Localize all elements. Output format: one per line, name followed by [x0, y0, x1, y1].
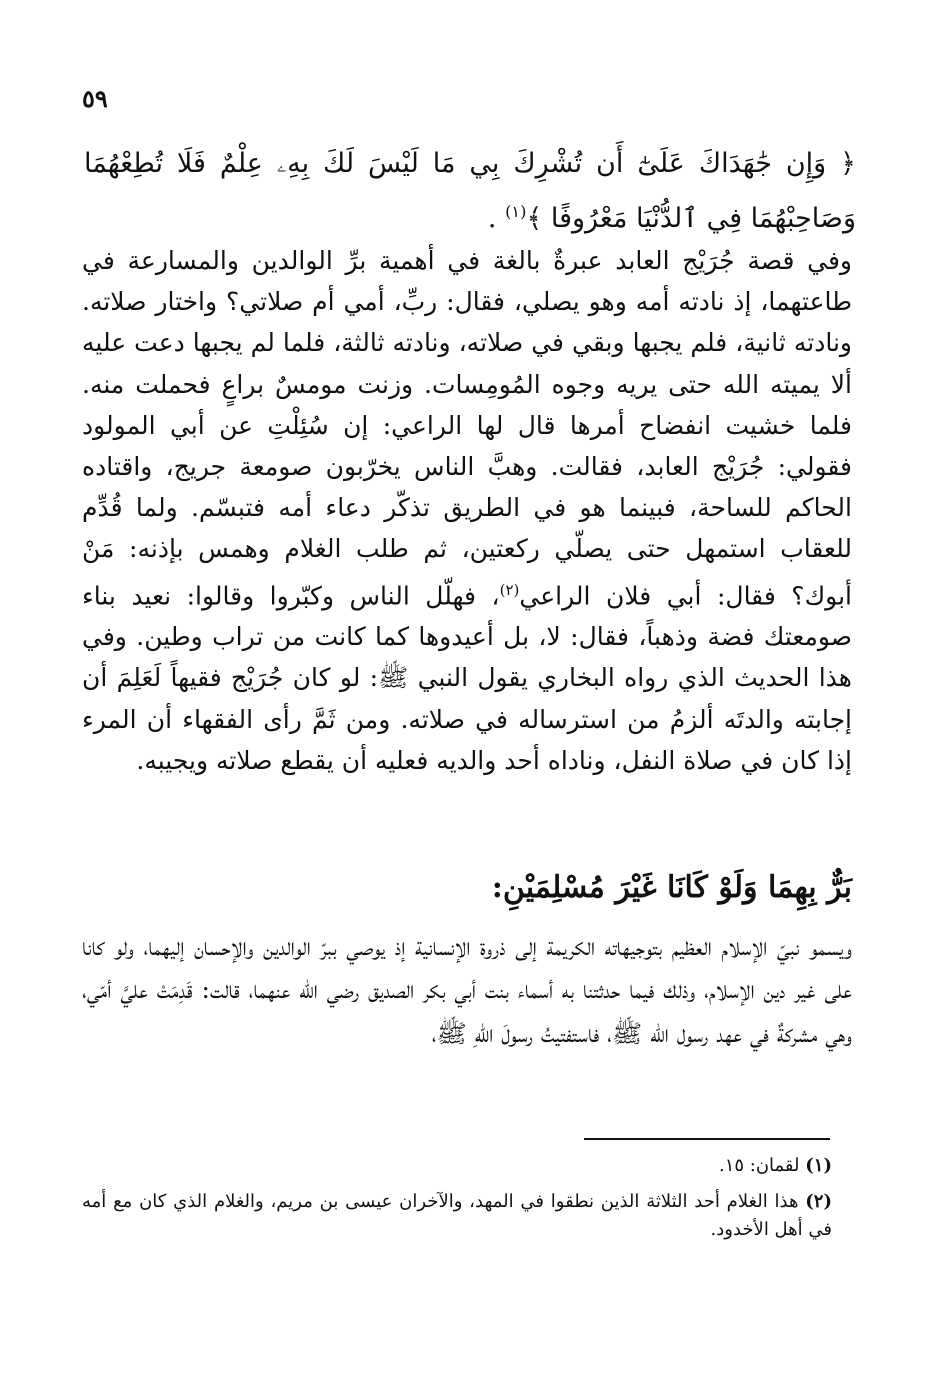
- footnote-1: [719, 1152, 832, 1180]
- footnote-1-number: (١): [805, 1155, 832, 1176]
- page-number: ٥٩: [82, 84, 108, 113]
- quran-verse-end: .: [487, 203, 506, 234]
- quran-verse-block: [84, 140, 856, 243]
- quran-footnote-mark: (١): [505, 202, 527, 221]
- footnote-2-number: (٢): [805, 1191, 832, 1212]
- paragraph-jurayj: [82, 240, 852, 781]
- quran-verse: ﴿ وَإِن جَٰهَدَاكَ عَلَىٰٓ أَن تُشْرِكَ بِي مَا لَيْسَ لَكَ بِهِۦ عِلْمٌ فَلَا تُطِعْهُمَا وَصَاحِبْهُمَا فِي ٱلدُّنْيَا مَعْرُوفًا ﴾: [84, 148, 856, 234]
- paragraph-jurayj-text-2: ، فهلّل الناس وكبّروا وقالوا: نعيد بناء صومعتك فضة وذهباً، فقال: لا، بل أعيدوها كما كانت من تراب وطين. وفي هذا الحديث الذي رواه البخاري يقول النبي ﷺ: لو كان جُرَيْج فقيهاً لَعَلِمَ أن إجابته والدتَه ألزمُ من استرساله في صلاته. ومن ثَمَّ رأى الفقهاء أن المرء إذا كان في صلاة النفل، وناداه أحد والديه فعليه أن يقطع صلاته ويجيبه.: [82, 580, 852, 775]
- section-heading: بَرٌّ بِهِمَا وَلَوْ كَانَا غَيْرَ مُسْلِمَيْنِ:: [491, 870, 852, 905]
- footnote-1-text: لقمان: ١٥.: [718, 1155, 800, 1176]
- paragraph-asma: ويسمو نبيّ الإسلام العظيم بتوجيهاته الكريمة إلى ذروة الإنسانية إذ يوصي ببرّ الوالدين والإحسان إليهما، ولو كانا على غير دين الإسلام، وذلك فيما حدثتنا به أسماء بنت أبي بكر الصديق رضي الله عنهما، قالت: قَدِمَتْ عليَّ أمّي، وهي مشركةٌ في عهد رسول الله ﷺ، فاستفتيتُ رسولَ اللّهِ ﷺ،: [82, 932, 852, 1048]
- footnote-divider: [584, 1138, 830, 1140]
- footnote-2: [82, 1188, 832, 1244]
- paragraph-jurayj-text-1: وفي قصة جُرَيْج العابد عبرةٌ بالغة في أهمية برِّ الوالدين والمسارعة في طاعتهما، إذ نادته أمه وهو يصلي، فقال: ربِّ، أمي أم صلاتي؟ واختار صلاته. ونادته ثانية، فلم يجبها وبقي في صلاته، ونادته ثالثة، فلما لم يجبها دعت عليه ألا يميته الله حتى يريه وجوه المُومِسات. وزنت مومسٌ براعٍ فحملت منه. فلما خشيت انفضاح أمرها قال لها الراعي: إن سُئِلْتِ عن أبي المولود فقولي: جُرَيْج العابد، فقالت. وهبَّ الناس يخرّبون صومعة جريج، واقتاده الحاكم للساحة، فبينما هو في الطريق تذكّر دعاء أمه فتبسّم. ولما قُدِّم للعقاب استمهل حتى يصلّي ركعتين، ثم طلب الغلام وهمس بإذنه: مَنْ أبوك؟ فقال: أبي فلان الراعي: [82, 246, 853, 610]
- footnote-2-text: هذا الغلام أحد الثلاثة الذين نطقوا في المهد، والآخران عيسى بن مريم، والغلام الذي كان مع أمه في أهل الأخدود.: [82, 1191, 832, 1240]
- paragraph-jurayj-footnote-mark: (٢): [499, 580, 520, 599]
